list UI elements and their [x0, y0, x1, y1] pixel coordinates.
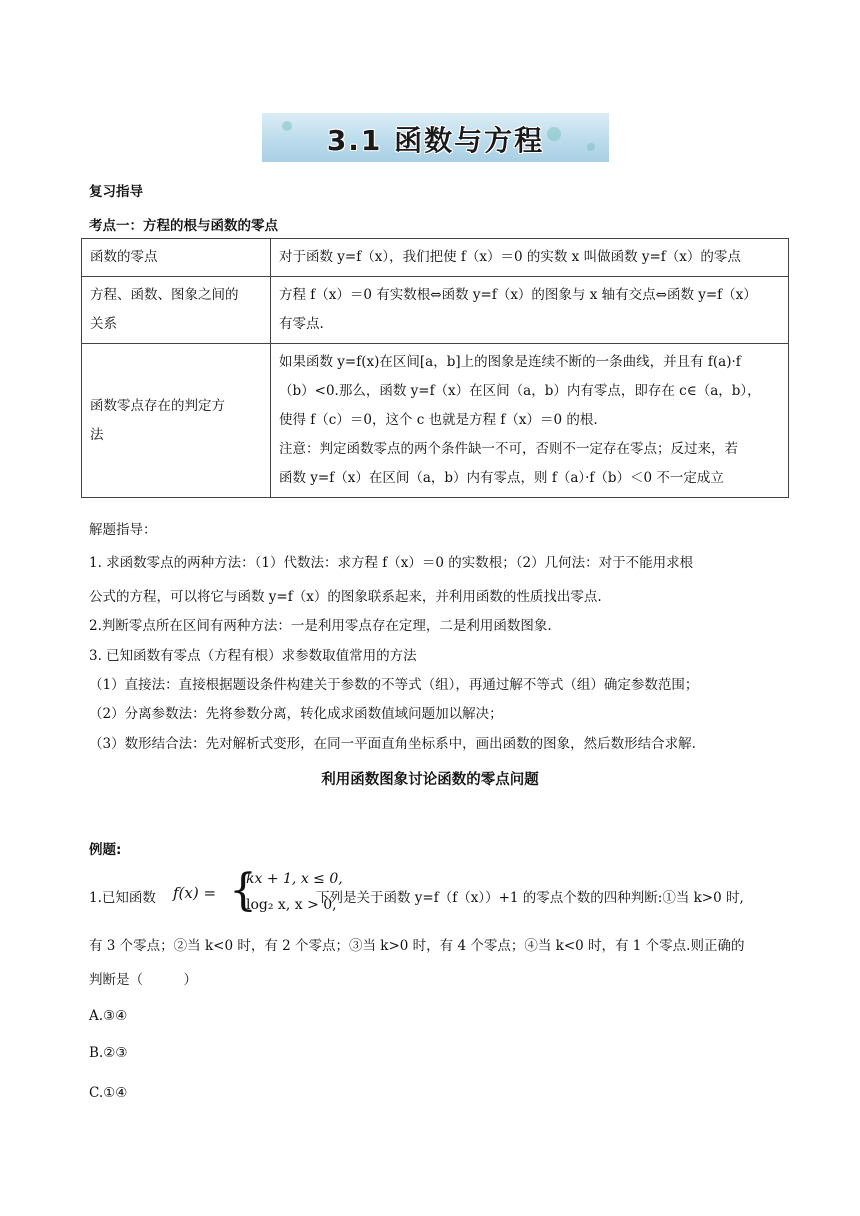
cell-line: 关系 — [90, 316, 117, 332]
piecewise-case: kx + 1, x ≤ 0, — [246, 871, 343, 887]
cell-line: （b）<0.那么，函数 y=f（x）在区间（a，b）内有零点，即存在 c∈（a，b）， — [279, 383, 761, 399]
example-heading: 例题: — [89, 842, 122, 858]
question-text: 下列是关于函数 y=f（f（x））+1 的零点个数的四种判断:①当 k>0 时, — [316, 890, 744, 906]
cell-line: 法 — [90, 426, 104, 443]
cell-line: 函数零点存在的判定方 — [90, 397, 225, 414]
guide-heading: 解题指导： — [89, 522, 157, 538]
guide-line: （2）分离参数法：先将参数分离，转化成求函数值域问题加以解决； — [89, 706, 503, 722]
question-text: 判断是（ ） — [89, 972, 197, 988]
table-cell-label — [82, 277, 271, 344]
guide-line: 公式的方程，可以将它与函数 y=f（x）的图象联系起来，并利用函数的性质找出零点. — [89, 589, 602, 605]
cell-line: 方程 f（x）＝0 有实数根⇔函数 y=f（x）的图象与 x 轴有交点⇔函数 y=f（x） — [279, 287, 757, 303]
section-title: 利用函数图象讨论函数的零点问题 — [321, 772, 539, 788]
guide-line: 2.判断零点所在区间有两种方法：一是利用零点存在定理，二是利用函数图象. — [89, 618, 552, 634]
knowledge-table — [81, 238, 789, 498]
table-row — [82, 277, 789, 344]
table-cell-content — [271, 344, 789, 498]
kp1-heading: 考点一：方程的根与函数的零点 — [89, 218, 278, 234]
question-text: 1.已知函数 — [89, 890, 156, 906]
table-cell-content — [271, 277, 789, 344]
title-banner — [262, 113, 609, 162]
table-row — [82, 344, 789, 498]
option-a: A.③④ — [89, 1008, 128, 1024]
guide-line: （3）数形结合法：先对解析式变形，在同一平面直角坐标系中，画出函数的图象，然后数形结合求解. — [89, 736, 696, 752]
piecewise-brace: { — [229, 865, 257, 916]
cell-line: 有零点. — [279, 316, 324, 332]
guide-line: 3. 已知函数有零点（方程有根）求参数取值常用的方法 — [89, 648, 417, 664]
cell-line: 方程、函数、图象之间的 — [90, 287, 239, 303]
question-text: 有 3 个零点；②当 k<0 时，有 2 个零点；③当 k>0 时，有 4 个零点；④当 k<0 时，有 1 个零点.则正确的 — [89, 938, 745, 954]
table-cell-content — [271, 239, 789, 277]
cell-line: 对于函数 y=f（x），我们把使 f（x）＝0 的实数 x 叫做函数 y=f（x）的零点 — [279, 249, 741, 265]
cell-line: 函数 y=f（x）在区间（a，b）内有零点，则 f（a）·f（b）＜0 不一定成立 — [279, 470, 724, 486]
option-c: C.①④ — [89, 1085, 128, 1101]
cell-line: 注意：判定函数零点的两个条件缺一不可，否则不一定存在零点；反过来，若 — [279, 441, 738, 457]
guide-line: 1. 求函数零点的两种方法：（1）代数法：求方程 f（x）＝0 的实数根；（2）几何法：对于不能用求根 — [89, 555, 694, 571]
table-cell-label — [82, 344, 271, 498]
table-row — [82, 239, 789, 277]
page-title: 3.1 函数与方程 — [326, 124, 545, 157]
option-b: B.②③ — [89, 1045, 128, 1061]
review-heading: 复习指导 — [89, 184, 143, 200]
cell-line: 如果函数 y=f(x)在区间[a，b]上的图象是连续不断的一条曲线，并且有 f(a)·f — [279, 354, 741, 370]
function-name: f(x) = — [173, 884, 217, 902]
piecewise-case: log₂ x, x > 0, — [246, 897, 337, 913]
example-question-1 — [89, 865, 789, 920]
cell-line: 使得 f（c）＝0，这个 c 也就是方程 f（x）＝0 的根. — [279, 412, 598, 428]
table-cell-label: 函数的零点 — [82, 239, 271, 277]
guide-line: （1）直接法：直接根据题设条件构建关于参数的不等式（组），再通过解不等式（组）确定参数范围； — [89, 677, 699, 693]
